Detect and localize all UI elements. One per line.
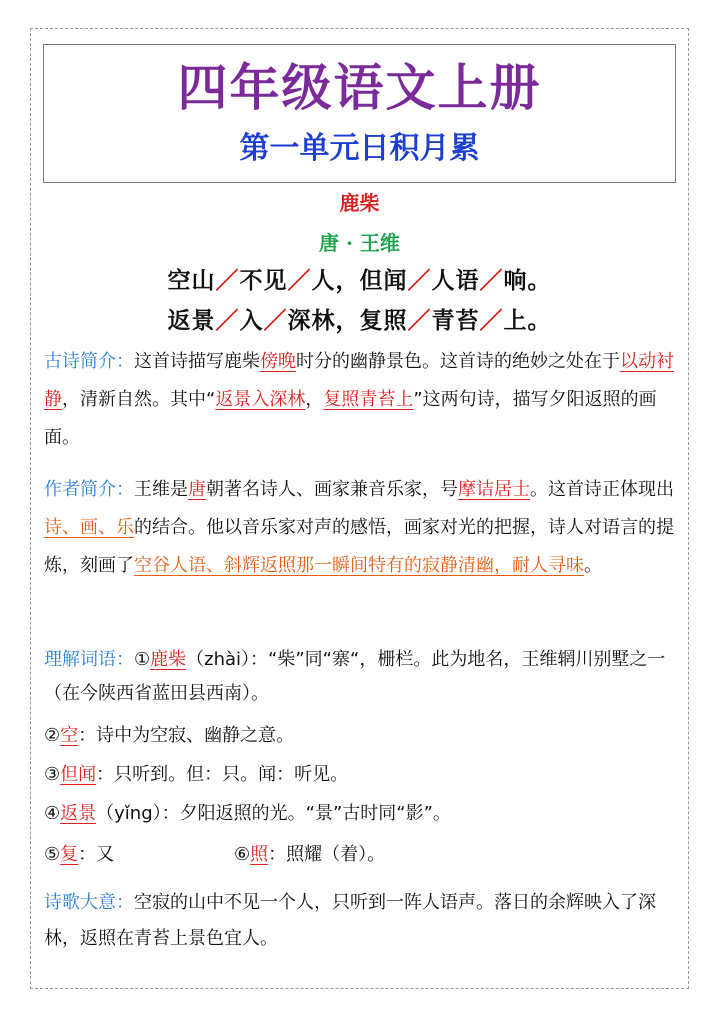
page-subtitle: 第一单元日积月累	[239, 131, 480, 166]
word-explanation: （yǐng）：夕阳返照的光。“景”古时同“影”。	[96, 803, 451, 824]
item-number: ⑥	[234, 844, 251, 865]
word-item-5	[44, 840, 114, 870]
poem-meaning	[44, 885, 678, 957]
highlight: 傍晚	[260, 351, 296, 372]
item-number: ③	[44, 764, 61, 785]
highlight: 空	[60, 725, 79, 746]
word-item-2	[44, 721, 294, 751]
pause-mark: ／	[215, 267, 240, 294]
pause-mark: ／	[287, 267, 312, 294]
author-text: 的结合。他以音乐家对声的感悟，画家对光的把握，诗人对语言的提炼，刻画了	[44, 517, 674, 576]
intro-text: 这首诗描写鹿柴	[134, 351, 260, 372]
item-number: ①	[134, 649, 151, 670]
author-introduction	[44, 471, 678, 585]
highlight: 复	[60, 844, 79, 865]
poem-introduction	[44, 343, 678, 457]
poem-phrase: 人，但闻	[311, 267, 408, 294]
intro-text: ”这两句诗，描写夕阳返照的画面。	[44, 389, 657, 448]
section-label: 作者简介：	[44, 479, 134, 500]
poem-author: 唐 · 王维	[319, 231, 400, 255]
meaning-text: 空寂的山中不见一个人，只听到一阵人语声。落日的余辉映入了深林，返照在青苔上景色宜人。	[44, 892, 656, 949]
item-number: ②	[44, 725, 61, 746]
word-explanation: ：诗中为空寂、幽静之意。	[78, 725, 295, 746]
author-text: 王维是	[134, 479, 188, 500]
word-item-1	[44, 643, 678, 711]
word-item-6	[234, 840, 385, 870]
poem-phrase: 上。	[503, 307, 552, 334]
section-label: 理解词语：	[44, 649, 134, 670]
highlight: 唐	[188, 479, 206, 500]
pause-mark: ／	[263, 307, 288, 334]
pause-mark: ／	[407, 307, 432, 334]
poem-phrase: 青苔	[431, 307, 480, 334]
poem-phrase: 深林，复照	[287, 307, 408, 334]
section-label: 诗歌大意：	[44, 892, 134, 913]
intro-text: ，清新自然。其中“	[62, 389, 216, 410]
poem-title: 鹿柴	[339, 191, 380, 215]
highlight: 但闻	[60, 764, 97, 785]
highlight: 照	[250, 844, 269, 865]
section-label: 古诗简介：	[44, 351, 134, 372]
pause-mark: ／	[407, 267, 432, 294]
poem-phrase: 入	[239, 307, 264, 334]
intro-text: 时分的幽静景色。这首诗的绝妙之处在于	[296, 351, 620, 372]
pause-mark: ／	[215, 307, 240, 334]
poem-phrase: 不见	[239, 267, 288, 294]
poem-line-1	[0, 265, 719, 297]
highlight: 鹿柴	[150, 649, 187, 670]
word-explanation: ：照耀（着）。	[268, 844, 386, 865]
intro-text: ，	[305, 389, 324, 410]
word-explanation: ：又	[78, 844, 115, 865]
page-title: 四年级语文上册	[177, 59, 542, 117]
poem-phrase: 人语	[431, 267, 480, 294]
author-text: 。	[584, 555, 602, 576]
item-number: ⑤	[44, 844, 61, 865]
highlight: 以动衬静	[44, 351, 674, 410]
author-text: 。这首诗正体现出	[530, 479, 674, 500]
poem-phrase: 返景	[167, 307, 216, 334]
poem-phrase: 空山	[167, 267, 216, 294]
item-number: ④	[44, 803, 61, 824]
word-item-3	[44, 760, 348, 790]
author-text: 朝著名诗人、画家兼音乐家，号	[206, 479, 458, 500]
highlight: 复照青苔上	[323, 389, 414, 410]
highlight: 诗、画、乐	[44, 517, 134, 538]
poem-phrase: 响。	[503, 267, 552, 294]
poem-line-2	[0, 305, 719, 337]
highlight: 返景入深林	[215, 389, 306, 410]
highlight: 空谷人语、斜辉返照那一瞬间特有的寂静清幽，耐人寻味	[134, 555, 584, 576]
highlight: 摩诘居士	[458, 479, 530, 500]
word-explanation: （zhài）：“柴”同“寨“，栅栏。此为地名，王维辋川别墅之一（在今陕西省蓝田县西南）。	[44, 649, 666, 704]
pause-mark: ／	[479, 307, 504, 334]
word-explanation: ：只听到。但：只。闻：听见。	[96, 764, 349, 785]
title-box	[43, 44, 676, 183]
word-item-4	[44, 799, 451, 829]
highlight: 返景	[60, 803, 97, 824]
pause-mark: ／	[479, 267, 504, 294]
